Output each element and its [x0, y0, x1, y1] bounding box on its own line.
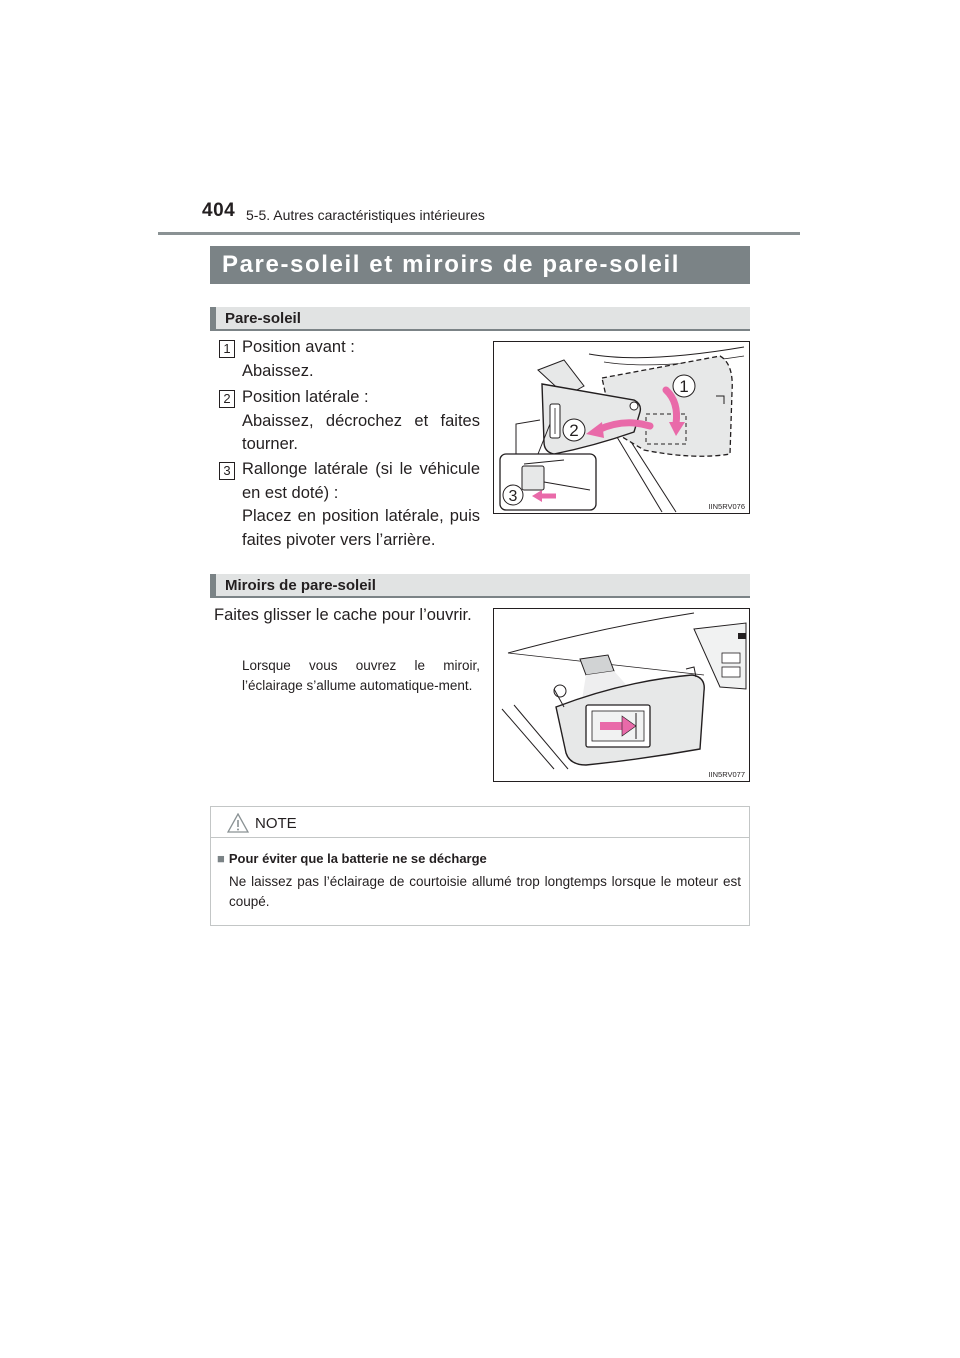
sun-visors-heading: Pare-soleil — [210, 307, 750, 331]
vanity-mirror-illustration — [493, 608, 750, 782]
step-2-line-2: Abaissez, décrochez et faites tourner. — [242, 411, 480, 453]
step-text-2 — [242, 386, 480, 457]
callout-3: 3 — [508, 488, 518, 505]
vanity-mirror-note: Lorsque vous ouvrez le miroir, l’éclairage s’allume automatique-ment. — [242, 658, 480, 693]
step-1-line-1: Position avant : — [242, 338, 355, 356]
page-title: Pare-soleil et miroirs de pare-soleil — [210, 246, 750, 284]
figure-code-1: IIN5RV076 — [708, 502, 745, 511]
step-1-line-2: Abaissez. — [242, 361, 314, 380]
bullet-square-icon: ■ — [217, 851, 225, 866]
notice-item-title-text: Pour éviter que la batterie ne se décharge — [228, 851, 487, 866]
vanity-mirror-drawing — [494, 609, 749, 781]
notice-label: NOTE — [255, 815, 297, 832]
callout-1: 1 — [679, 377, 689, 396]
header-rule — [158, 232, 800, 235]
notice-box — [210, 806, 750, 926]
step-badge-1: 1 — [219, 340, 235, 358]
notice-item-body: Ne laissez pas l’éclairage de courtoisie allumé trop longtemps lorsque le moteur est coupé. — [229, 874, 741, 909]
sun-visor-illustration — [493, 341, 750, 514]
notice-header — [211, 807, 749, 838]
step-3-line-1: Rallonge latérale (si le véhicule en est doté) : — [242, 460, 480, 502]
step-text-3 — [242, 458, 480, 552]
vanity-mirror-instruction: Faites glisser le cache pour l’ouvrir. — [214, 606, 472, 624]
notice-item-title — [217, 851, 487, 866]
step-badge-3: 3 — [219, 462, 235, 480]
step-3-line-2: Placez en position latérale, puis faites pivoter vers l’arrière. — [242, 507, 480, 549]
section-label: 5-5. Autres caractéristiques intérieures — [246, 207, 485, 223]
figure-code-2: IIN5RV077 — [708, 770, 745, 779]
step-badge-2: 2 — [219, 390, 235, 408]
warning-triangle-icon — [227, 813, 249, 833]
vanity-mirrors-heading: Miroirs de pare-soleil — [210, 574, 750, 598]
callout-2: 2 — [569, 421, 579, 440]
sun-visor-drawing — [494, 342, 749, 513]
page-number: 404 — [202, 200, 236, 221]
step-2-line-1: Position latérale : — [242, 388, 369, 406]
step-text-1 — [242, 336, 480, 383]
